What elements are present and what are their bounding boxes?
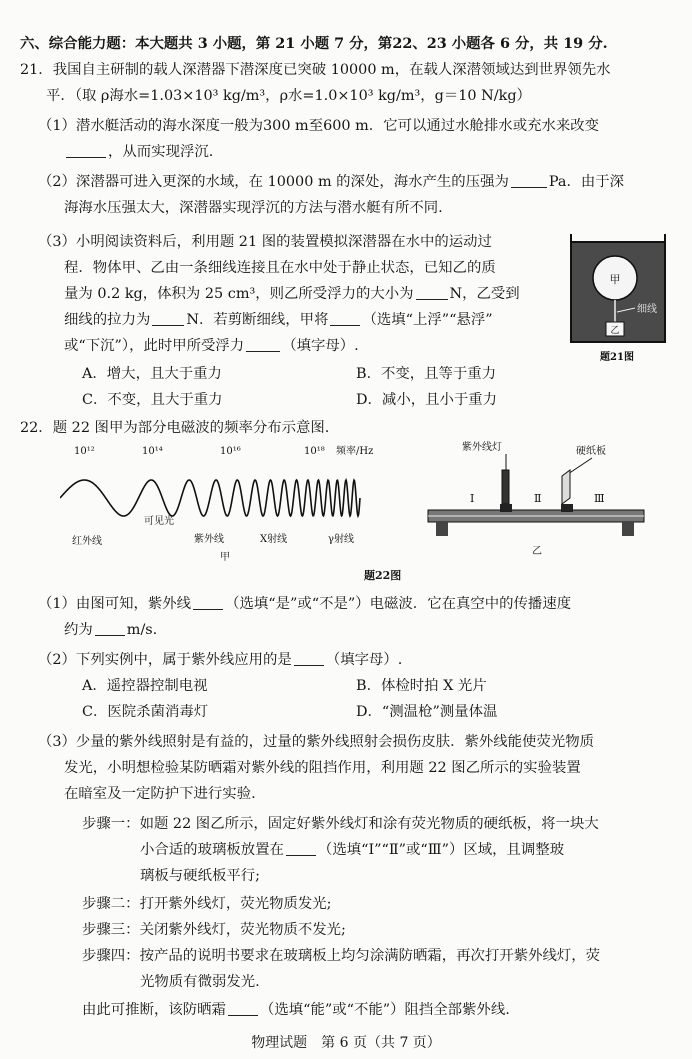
conclusion <box>82 1000 510 1020</box>
figure-22-jia <box>60 444 400 574</box>
answer-blank[interactable] <box>152 311 184 326</box>
page-footer: 物理试题 第 6 页（共 7 页） <box>251 1035 441 1051</box>
tick-label: 10¹⁴ <box>142 446 163 457</box>
q22-part1-text: （选填“是”或“不是”）电磁波．它在真空中的传播速度 <box>225 596 572 612</box>
q21-line2: 平．（取 ρ海水=1.03×10³ kg/m³，ρ水=1.0×10³ kg/m³，g＝10 N/kg） <box>46 88 531 104</box>
yi-label: 乙 <box>610 326 620 336</box>
visible-light-label: 可见光 <box>144 516 174 527</box>
step1-text: 小合适的玻璃板放置在 <box>140 842 284 858</box>
q21-part3-line2: 程．物体甲、乙由一条细线连接且在水中处于静止状态，已知乙的质 <box>64 260 496 276</box>
step3: 步骤三：关闭紫外线灯，荧光物质不发光; <box>82 922 346 938</box>
uv-lamp-label: 紫外线灯 <box>462 442 502 453</box>
figure-22-yi <box>424 440 654 570</box>
q22-part1-line2 <box>64 620 157 640</box>
answer-blank[interactable] <box>66 143 106 158</box>
q22-option-d: D．“测温枪”测量体温 <box>356 704 498 720</box>
q22-part1-line1 <box>38 594 571 614</box>
q21-part2-text: （2）深潜器可进入更深的水域，在 10000 m 的深处，海水产生的压强为 <box>38 174 509 190</box>
q22-part3-line1: （3）少量的紫外线照射是有益的，过量的紫外线照射会损伤皮肤．紫外线能使荧光物质 <box>38 734 595 750</box>
tick-label: 10¹⁶ <box>220 446 241 457</box>
q21-part3-text: 或“下沉”），此时甲所受浮力 <box>64 338 245 354</box>
q21-part3-text: 细线的拉力为 <box>64 312 151 328</box>
step2: 步骤二：打开紫外线灯，荧光物质发光; <box>82 896 332 912</box>
answer-blank[interactable] <box>228 1001 258 1016</box>
q21-part2-line2: 海海水压强太大，深潜器实现浮沉的方法与潜水艇有所不同. <box>64 200 443 216</box>
q21-option-a: A．增大，且大于重力 <box>82 366 222 382</box>
q21-part3-line3 <box>64 284 520 304</box>
freq-axis-label: 频率/Hz <box>336 446 374 457</box>
answer-blank[interactable] <box>416 285 448 300</box>
q22-option-a: A．遥控器控制电视 <box>82 678 208 694</box>
tick-label: 10¹² <box>74 446 95 457</box>
section-title: 六、综合能力题：本大题共 3 小题，第 21 小题 7 分，第22、23 小题各 6 分，共 19 分. <box>20 35 608 52</box>
answer-blank[interactable] <box>246 337 280 352</box>
em-wave <box>60 480 360 516</box>
q22-line1: 22．题 22 图甲为部分电磁波的频率分布示意图. <box>20 420 330 436</box>
q21-option-d: D．减小，且小于重力 <box>356 392 498 408</box>
q22-part1-text: m/s. <box>126 622 158 638</box>
q22-part1-text: （1）由图可知，紫外线 <box>38 596 192 612</box>
q21-part3-text: （填字母）. <box>282 338 359 354</box>
region-2: Ⅱ <box>534 492 542 505</box>
q22-option-b: B．体检时拍 X 光片 <box>356 678 487 694</box>
figure-21-caption: 题21图 <box>600 352 634 363</box>
q22-part1-text: 约为 <box>64 622 93 638</box>
q22-part3-line3: 在暗室及一定防护下进行实验. <box>64 786 256 802</box>
board-label: 硬纸板 <box>576 446 606 457</box>
jia-label: 甲 <box>609 273 621 286</box>
region-1: Ⅰ <box>470 492 475 505</box>
q21-part2-line1 <box>38 172 624 192</box>
paper-board <box>562 470 570 504</box>
conclusion-text: （选填“能”或“不能”）阻挡全部紫外线. <box>259 1002 510 1018</box>
uv-lamp <box>502 470 509 504</box>
xray-label: X射线 <box>260 534 288 545</box>
q21-part3-text: N，乙受到 <box>449 286 520 302</box>
q21-option-b: B．不变，且等于重力 <box>356 366 497 382</box>
conclusion-text: 由此可推断，该防晒霜 <box>82 1002 226 1018</box>
q21-part1-line1: （1）潜水艇活动的海水深度一般为300 m至600 m．它可以通过水舱排水或充水来改变 <box>38 118 600 134</box>
step1-line1: 步骤一：如题 22 图乙所示，固定好紫外线灯和涂有荧光物质的硬纸板，将一块大 <box>82 816 599 832</box>
step1-text: （选填“Ⅰ”“Ⅱ”或“Ⅲ”）区域，且调整玻 <box>317 842 565 858</box>
q22-part2-text: （2）下列实例中，属于紫外线应用的是 <box>38 652 292 668</box>
jia-label: 甲 <box>220 552 230 563</box>
q21-part1-text: ，从而实现浮沉. <box>108 144 214 160</box>
answer-blank[interactable] <box>511 173 547 188</box>
yi-label: 乙 <box>532 546 542 557</box>
answer-blank[interactable] <box>286 841 316 856</box>
answer-blank[interactable] <box>294 651 324 666</box>
q21-part3-text: 量为 0.2 kg，体积为 25 cm³，则乙所受浮力的大小为 <box>64 286 414 302</box>
answer-blank[interactable] <box>193 595 223 610</box>
step1-line3: 璃板与硬纸板平行; <box>140 868 260 884</box>
region-3: Ⅲ <box>594 492 605 505</box>
figure-22-caption: 题22图 <box>364 569 402 582</box>
q21-part3-line1: （3）小明阅读资料后，利用题 21 图的装置模拟深潜器在水中的运动过 <box>38 234 492 250</box>
answer-blank[interactable] <box>330 311 360 326</box>
infrared-label: 红外线 <box>72 536 102 547</box>
step4-line1: 步骤四：按产品的说明书要求在玻璃板上均匀涂满防晒霜，再次打开紫外线灯，荧 <box>82 948 601 964</box>
q21-part3-line4 <box>64 310 493 330</box>
step1-line2 <box>140 840 564 860</box>
q21-part1-line2 <box>64 142 213 162</box>
q22-part2-text: （填字母）. <box>325 652 403 668</box>
q21-option-c: C．不变，且大于重力 <box>82 392 223 408</box>
q22-part3-line2: 发光，小明想检验某防晒霜对紫外线的阻挡作用，利用题 22 图乙所示的实验装置 <box>64 760 581 776</box>
uv-label: 紫外线 <box>194 534 224 545</box>
step4-line2: 光物质有微弱发光. <box>140 974 260 990</box>
q21-part3-text: （选填“上浮”“悬浮” <box>362 312 493 328</box>
answer-blank[interactable] <box>95 621 125 636</box>
q21-part3-line5 <box>64 336 359 356</box>
q21-part3-text: N．若剪断细线，甲将 <box>186 312 329 328</box>
gamma-label: γ射线 <box>328 534 354 545</box>
q22-option-c: C．医院杀菌消毒灯 <box>82 704 209 720</box>
figure-21 <box>567 232 669 364</box>
q21-part2-unit: Pa．由于深 <box>548 174 625 190</box>
q21-line1: 21．我国自主研制的载人深潜器下潜深度已突破 10000 m，在载人深潜领域达到世界领先水 <box>20 62 611 78</box>
q22-part2-line1 <box>38 650 402 670</box>
thread-label: 细线 <box>637 304 657 315</box>
tick-label: 10¹⁸ <box>304 446 325 457</box>
